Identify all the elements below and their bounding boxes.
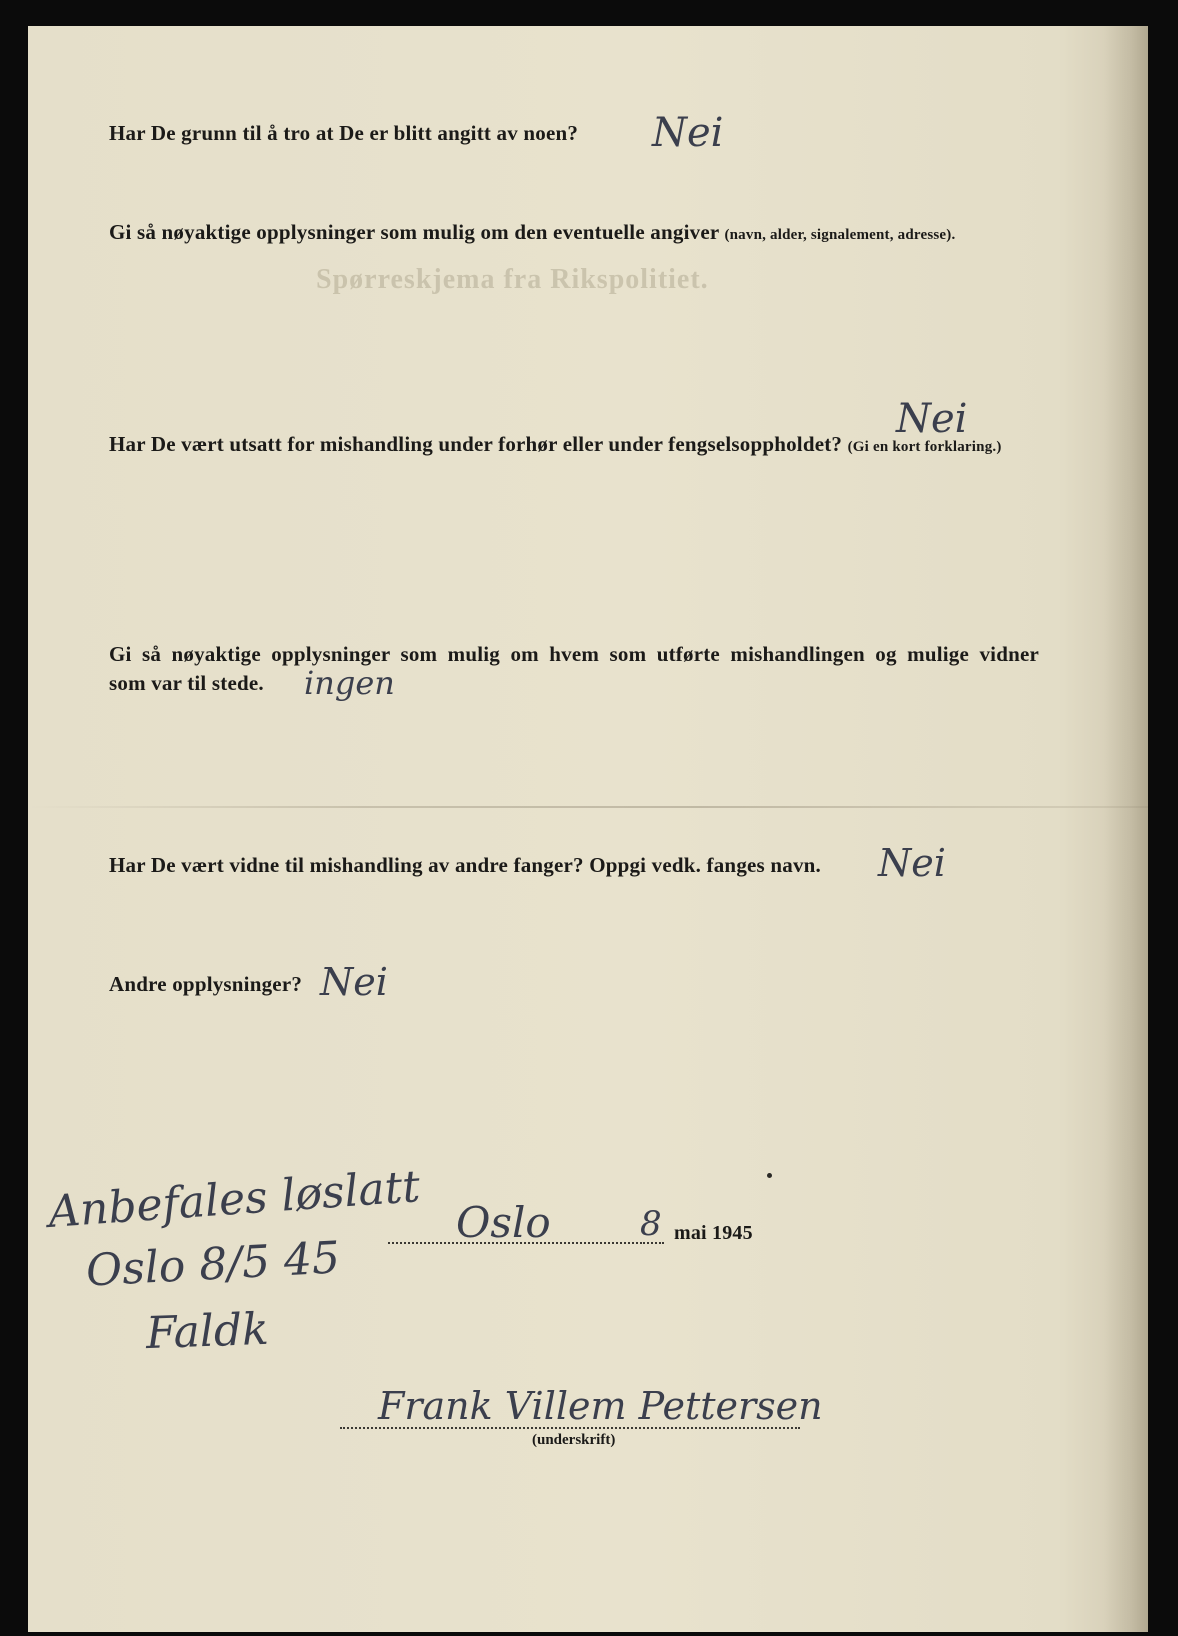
margin-note-line1: Anbefales løslatt	[46, 1161, 422, 1238]
question-witness: Har De vært vidne til mishandling av andre fanger? Oppgi vedk. fanges navn.	[109, 853, 821, 877]
question-perpetrators-line1: Gi så nøyaktige opplysninger som mulig om hvem som utførte mishandlingen og mulige vidner	[109, 642, 1039, 666]
question-informer-details	[109, 220, 955, 245]
fold-crease	[28, 806, 1148, 808]
day-handwritten: 8	[640, 1204, 662, 1244]
show-through-title: Spørreskjema fra Rikspolitiet.	[316, 264, 709, 295]
question-mistreatment-main: Har De vært utsatt for mishandling under forhør eller under fengselsoppholdet?	[109, 432, 843, 456]
answer-witness: Nei	[878, 841, 946, 885]
question-informer-main: Gi så nøyaktige opplysninger som mulig om den eventuelle angiver	[109, 220, 719, 244]
question-mistreatment-note: (Gi en kort forklaring.)	[847, 439, 1002, 455]
question-other-info: Andre opplysninger?	[109, 972, 303, 996]
answer-perpetrators: ingen	[304, 664, 395, 702]
answer-other-info: Nei	[320, 960, 388, 1004]
month-year: mai 1945	[674, 1222, 753, 1244]
ink-dot	[767, 1173, 772, 1178]
answer-denounced: Nei	[652, 110, 724, 156]
signature: Frank Villem Pettersen	[378, 1384, 823, 1428]
question-mistreatment	[109, 432, 1002, 457]
question-denounced: Har De grunn til å tro at De er blitt angitt av noen?	[109, 121, 579, 145]
question-perpetrators-line2: som var til stede.	[109, 671, 264, 695]
answer-mistreatment: Nei	[896, 396, 968, 442]
document-page	[28, 26, 1148, 1632]
place-handwritten: Oslo	[456, 1198, 551, 1247]
margin-note-line2: Oslo 8/5 45	[84, 1232, 342, 1297]
question-informer-note: (navn, alder, signalement, adresse).	[724, 227, 956, 243]
signature-caption: (underskrift)	[532, 1432, 616, 1448]
margin-note-line3: Faldk	[145, 1303, 270, 1360]
page-edge-shadow	[1104, 26, 1148, 1632]
